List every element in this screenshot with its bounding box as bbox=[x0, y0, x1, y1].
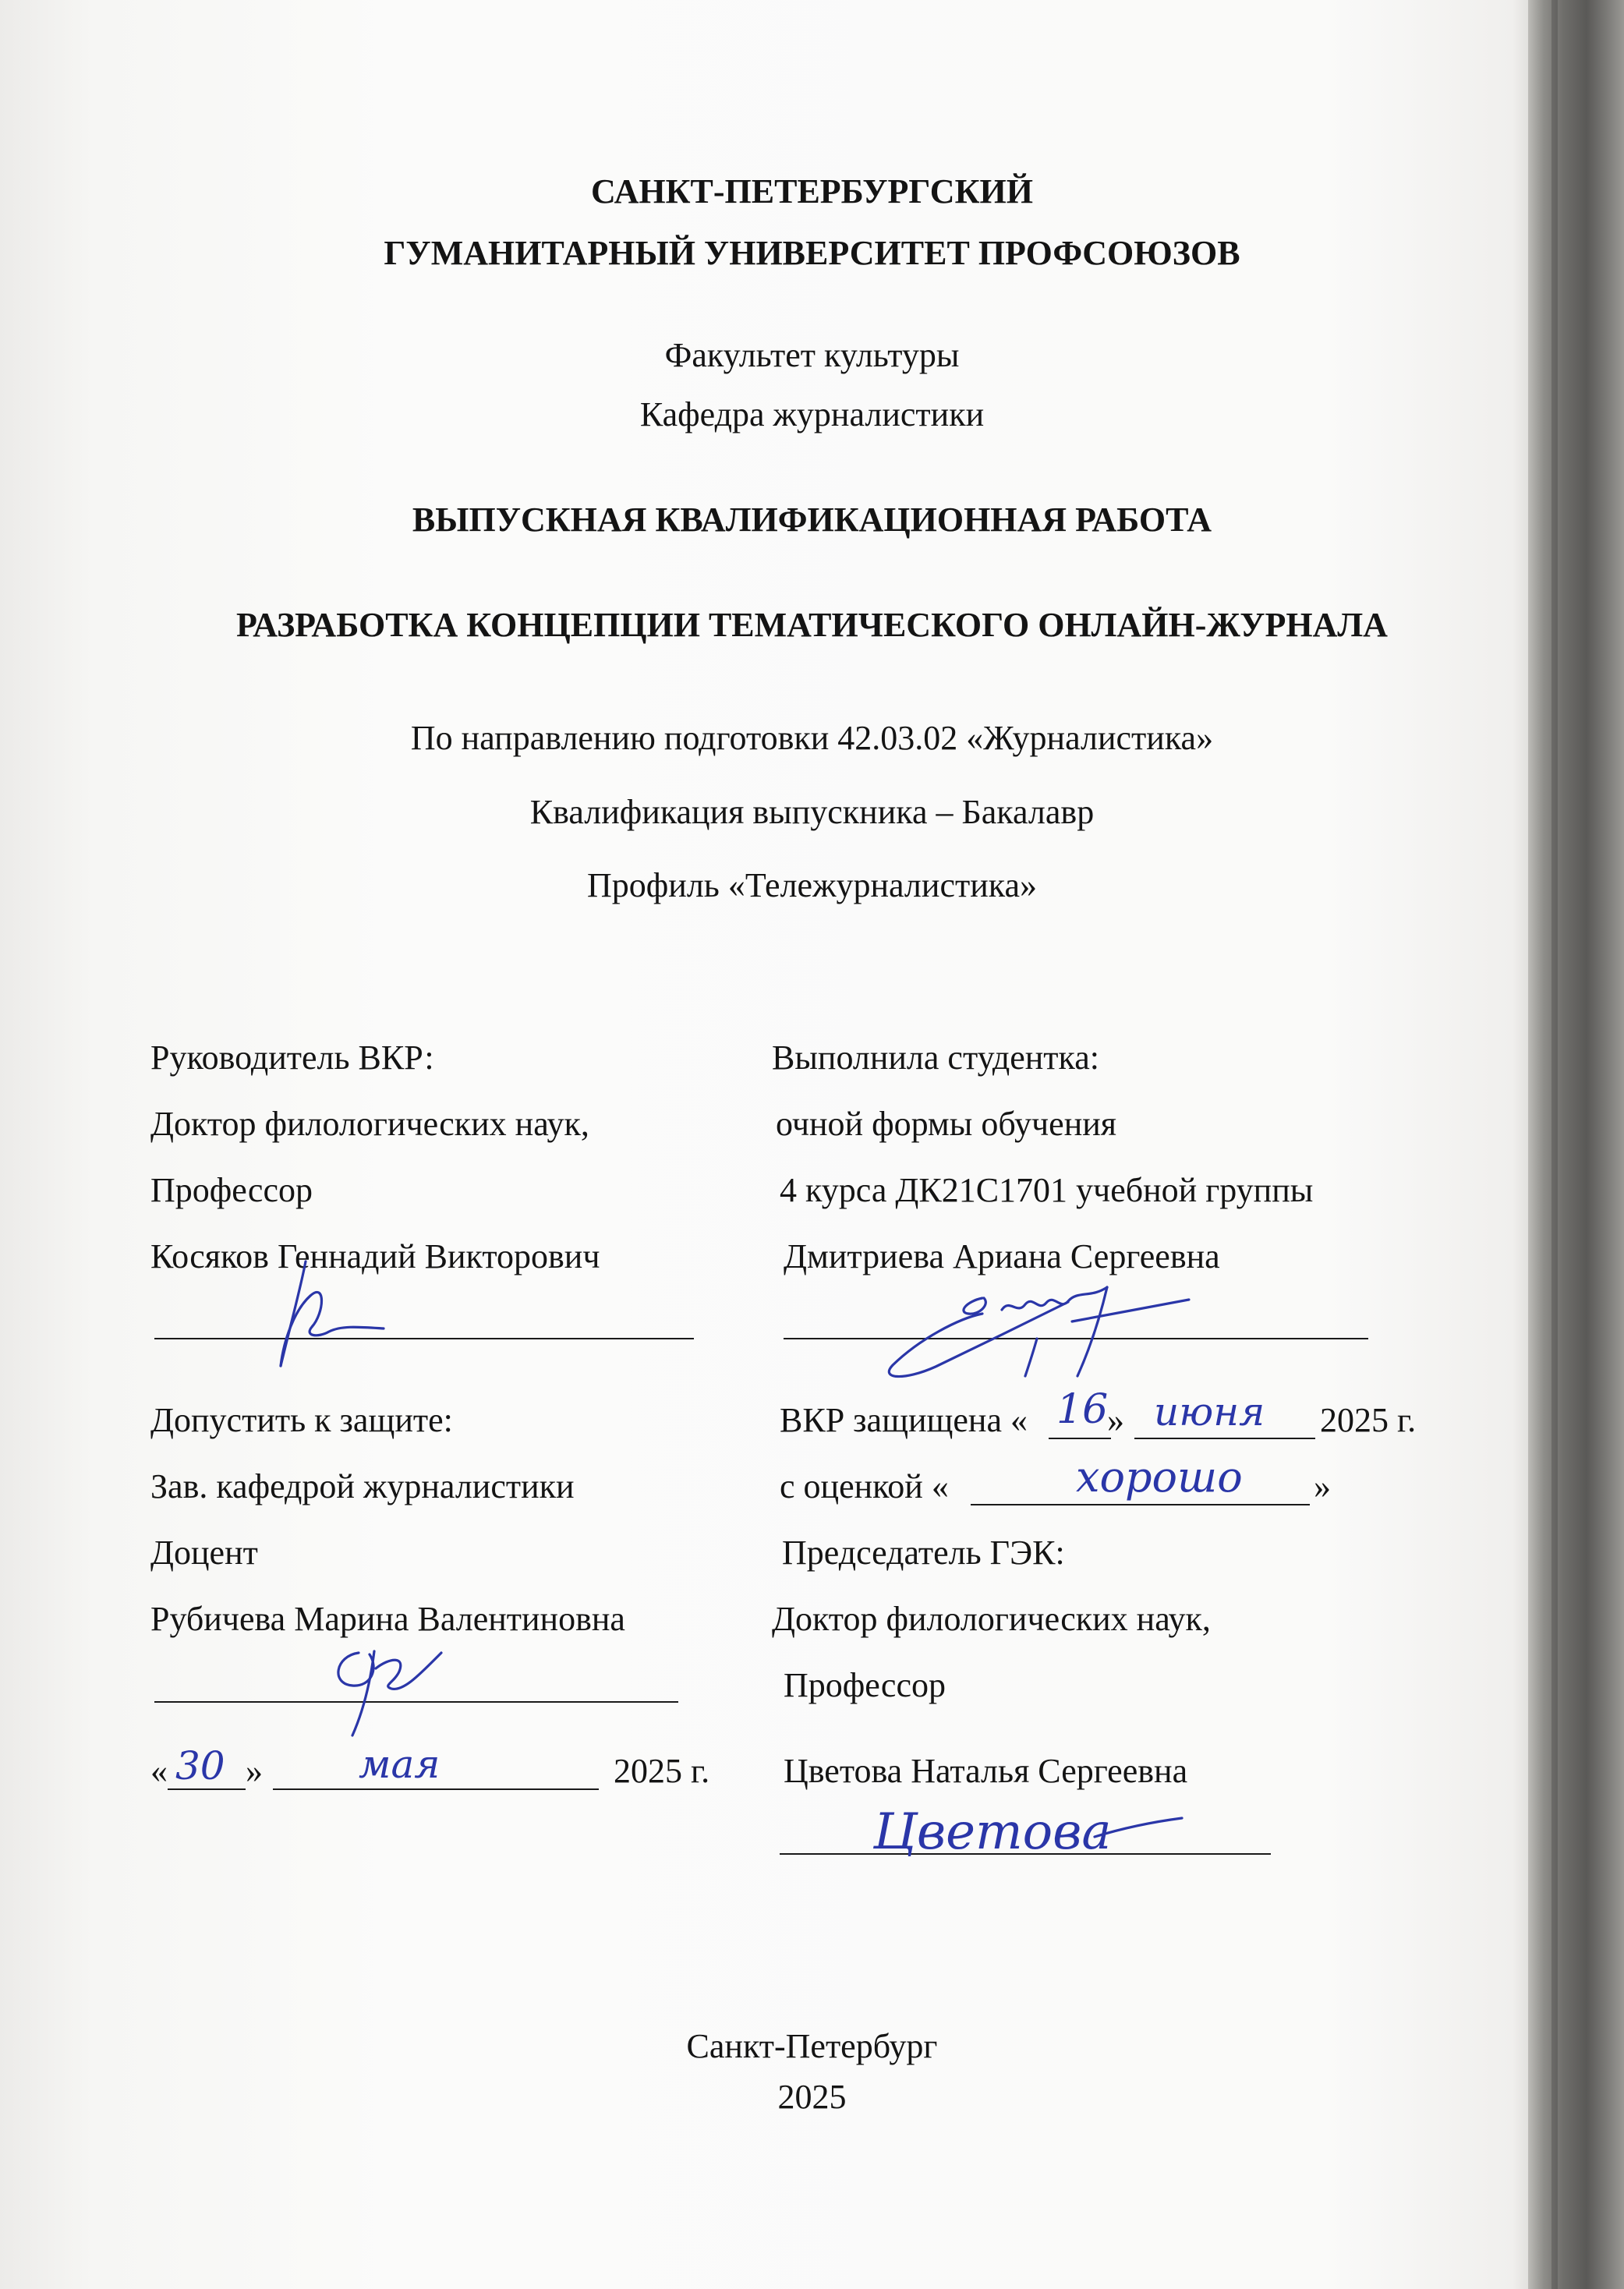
work-title: РАЗРАБОТКА КОНЦЕПЦИИ ТЕМАТИЧЕСКОГО ОНЛАЙН-ЖУРНАЛА bbox=[236, 606, 1388, 644]
university-line-2: ГУМАНИТАРНЫЙ УНИВЕРСИТЕТ ПРОФСОЮЗОВ bbox=[384, 234, 1240, 272]
admission-day-line bbox=[168, 1788, 246, 1790]
supervisor-signature-line bbox=[154, 1338, 694, 1339]
admission-month-line bbox=[273, 1788, 599, 1790]
defense-grade: хорошо bbox=[1076, 1452, 1243, 1502]
admission-head-name: Рубичева Марина Валентиновна bbox=[150, 1600, 625, 1638]
department-name: Кафедра журналистики bbox=[639, 395, 985, 433]
graduate-qualification: Квалификация выпускника – Бакалавр bbox=[529, 793, 1095, 831]
faculty-name: Факультет культуры bbox=[664, 336, 960, 374]
defense-grade-line bbox=[971, 1504, 1310, 1505]
supervisor-signature bbox=[249, 1255, 398, 1372]
defense-month: июня bbox=[1154, 1389, 1265, 1435]
gek-chair-signature: Цветова bbox=[873, 1803, 1112, 1861]
supervisor-label: Руководитель ВКР: bbox=[150, 1038, 434, 1077]
work-type: ВЫПУСКНАЯ КВАЛИФИКАЦИОННАЯ РАБОТА bbox=[412, 501, 1212, 539]
defense-grade-prefix: с оценкой « bbox=[780, 1467, 949, 1505]
defense-day-line bbox=[1049, 1438, 1111, 1439]
supervisor-name: Косяков Геннадий Викторович bbox=[150, 1237, 600, 1275]
city: Санкт-Петербург bbox=[686, 2027, 938, 2065]
defense-grade-suffix: » bbox=[1314, 1467, 1331, 1505]
defense-label: ВКР защищена « bbox=[780, 1401, 1028, 1439]
student-group: 4 курса ДК21С1701 учебной группы bbox=[780, 1171, 1314, 1209]
study-profile: Профиль «Тележурналистика» bbox=[587, 866, 1037, 904]
gek-chair-signature-flourish bbox=[1092, 1813, 1185, 1845]
student-study-form: очной формы обучения bbox=[776, 1105, 1117, 1143]
defense-day: 16 bbox=[1056, 1386, 1109, 1433]
admission-date-year: 2025 г. bbox=[614, 1752, 710, 1790]
supervisor-position: Профессор bbox=[150, 1171, 313, 1209]
year: 2025 bbox=[777, 2078, 847, 2116]
university-line-1: САНКТ-ПЕТЕРБУРГСКИЙ bbox=[591, 172, 1033, 211]
student-name: Дмитриева Ариана Сергеевна bbox=[784, 1237, 1220, 1275]
gek-chair-position: Профессор bbox=[784, 1666, 946, 1704]
student-label: Выполнила студентка: bbox=[772, 1038, 1099, 1077]
defense-close-quote: » bbox=[1107, 1401, 1124, 1439]
admission-signature bbox=[304, 1637, 460, 1739]
gek-chair-label: Председатель ГЭК: bbox=[782, 1534, 1065, 1572]
supervisor-degree: Доктор филологических наук, bbox=[150, 1105, 589, 1143]
gek-chair-name: Цветова Наталья Сергеевна bbox=[784, 1752, 1188, 1790]
defense-year: 2025 г. bbox=[1320, 1401, 1417, 1439]
admission-position: Доцент bbox=[150, 1534, 258, 1572]
admission-label: Допустить к защите: bbox=[150, 1401, 453, 1439]
gek-chair-degree: Доктор филологических наук, bbox=[772, 1600, 1211, 1638]
admission-date-month: мая bbox=[359, 1742, 440, 1787]
admission-role: Зав. кафедрой журналистики bbox=[150, 1467, 575, 1505]
admission-date-open-quote: « bbox=[150, 1752, 168, 1790]
student-signature bbox=[873, 1267, 1201, 1384]
admission-date-day: 30 bbox=[175, 1743, 225, 1788]
defense-month-line bbox=[1134, 1438, 1315, 1439]
study-direction: По направлению подготовки 42.03.02 «Журналистика» bbox=[410, 719, 1214, 757]
admission-date-close-quote: » bbox=[246, 1752, 263, 1790]
